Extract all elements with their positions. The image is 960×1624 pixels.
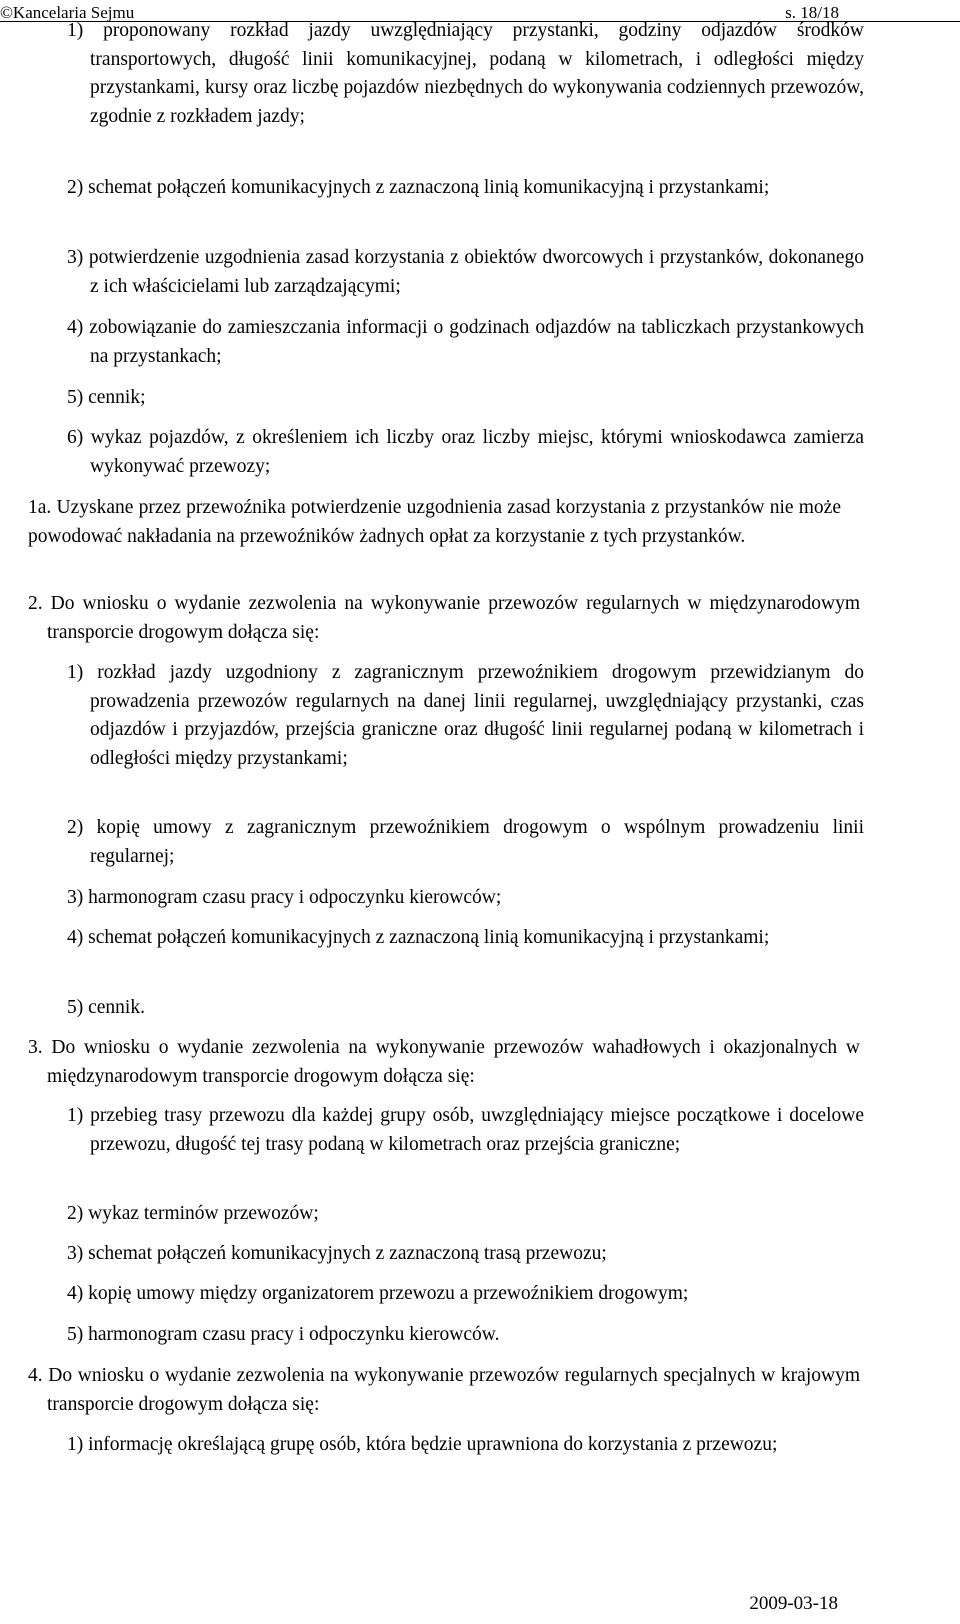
list-item: 5) harmonogram czasu pracy i odpoczynku kierowców. [67,1324,500,1345]
list-item: 1) informację określającą grupę osób, która będzie uprawniona do korzystania z przewozu; [67,1434,778,1455]
list-item: 6) wykaz pojazdów, z określeniem ich liczby oraz liczby miejsc, którymi wnioskodawca zamierza wykonywać przewozy; [67,427,864,477]
list-item: 2) schemat połączeń komunikacyjnych z zaznaczoną linią komunikacyjną i przystankami; [67,177,770,198]
list-item: 3) schemat połączeń komunikacyjnych z zaznaczoną trasą przewozu; [67,1243,607,1264]
list-item: 5) cennik; [67,387,146,408]
paragraph-4: 4. Do wniosku o wydanie zezwolenia na wykonywanie przewozów regularnych specjalnych w krajowym transporcie drogowym dołącza się: [28,1365,860,1415]
page-number: s. 18/18 [785,3,839,22]
list-item: 2) kopię umowy z zagranicznym przewoźnikiem drogowym o wspólnym prowadzeniu linii regularnej; [67,817,864,867]
list-item: 4) schemat połączeń komunikacyjnych z zaznaczoną linią komunikacyjną i przystankami; [67,927,770,948]
list-item: 3) harmonogram czasu pracy i odpoczynku kierowców; [67,887,502,908]
header-source: ©Kancelaria Sejmu [0,3,135,22]
list-item: 3) potwierdzenie uzgodnienia zasad korzystania z obiektów dworcowych i przystanków, dokonanego z ich właścicielami lub zarządzającymi; [67,247,864,297]
list-item: 4) kopię umowy między organizatorem przewozu a przewoźnikiem drogowym; [67,1283,689,1304]
paragraph-3: 3. Do wniosku o wydanie zezwolenia na wykonywanie przewozów wahadłowych i okazjonalnych w międzynarodowym transporcie drogowym dołącza się: [28,1037,860,1087]
document-date: 2009-03-18 [749,1592,838,1614]
list-item: 1) przebieg trasy przewozu dla każdej grupy osób, uwzględniający miejsce początkowe i docelowe przewozu, długość tej trasy podaną w kilometrach oraz przejścia graniczne; [67,1105,864,1155]
paragraph-1a: 1a. Uzyskane przez przewoźnika potwierdzenie uzgodnienia zasad korzystania z przystanków nie może powodować nakładania na przewoźników żadnych opłat za korzystanie z tych przystanków. [28,497,841,547]
list-item: 1) proponowany rozkład jazdy uwzględniający przystanki, godziny odjazdów środków transportowych, długość linii komunikacyjnej, podaną w kilometrach, i odległości między przystankami, kursy oraz liczbę pojazdów niezbędnych do wykonywania codziennych przewozów, zgodnie z rozkładem jazdy; [67,20,864,127]
list-item: 4) zobowiązanie do zamieszczania informacji o godzinach odjazdów na tabliczkach przystankowych na przystankach; [67,317,864,367]
list-item: 2) wykaz terminów przewozów; [67,1203,319,1224]
list-item: 1) rozkład jazdy uzgodniony z zagranicznym przewoźnikiem drogowym przewidzianym do prowadzenia przewozów regularnych na danej linii regularnej, uwzględniający przystanki, czas odjazdów i przyjazdów, przejścia graniczne oraz długość linii regularnej podaną w kilometrach i odległości między przystankami; [67,662,864,769]
paragraph-2: 2. Do wniosku o wydanie zezwolenia na wykonywanie przewozów regularnych w międzynarodowym transporcie drogowym dołącza się: [28,593,860,643]
list-item: 5) cennik. [67,997,145,1018]
